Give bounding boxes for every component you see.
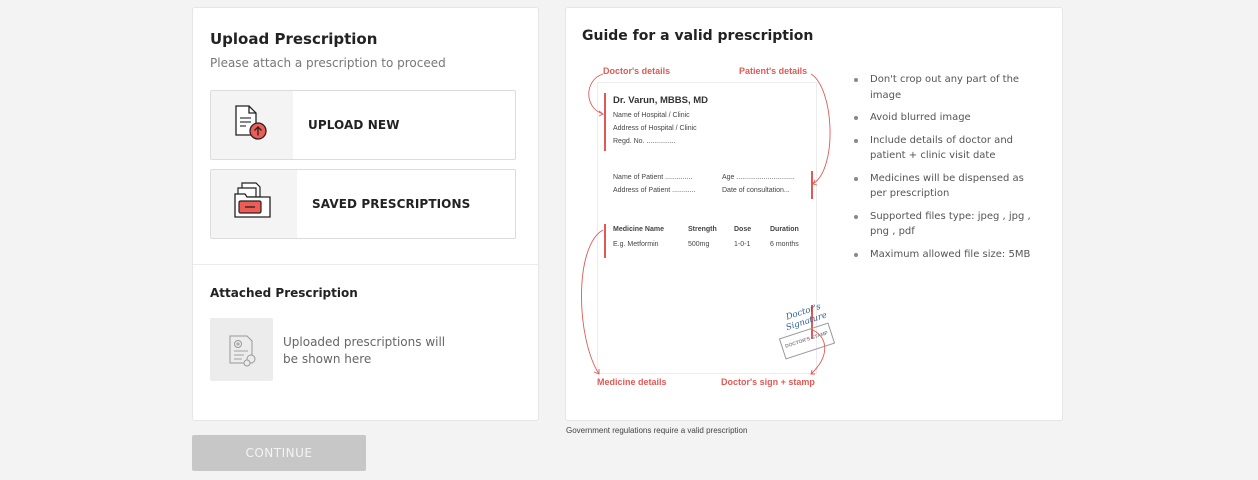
med-row-duration: 6 months (770, 241, 799, 248)
attached-placeholder-thumb (210, 318, 273, 381)
med-row-strength: 500mg (688, 241, 710, 248)
sample-hospital-address: Address of Hospital / Clinic (613, 125, 697, 132)
attached-prescription-title: Attached Prescription (210, 286, 358, 300)
guide-point: Don't crop out any part of the image (852, 72, 1032, 103)
guide-points-list (852, 72, 1032, 269)
continue-button[interactable]: CONTINUE (192, 435, 366, 471)
med-row-name: E.g. Metformin (613, 241, 659, 248)
regulation-note: Government regulations require a valid prescription (566, 426, 748, 435)
doctor-stamp: DOCTOR'S STAMP (779, 323, 835, 360)
saved-prescriptions-label: SAVED PRESCRIPTIONS (312, 197, 471, 211)
med-header-duration: Duration (770, 226, 799, 233)
upload-title: Upload Prescription (210, 30, 378, 48)
guide-title: Guide for a valid prescription (582, 28, 814, 44)
divider (193, 264, 538, 265)
upload-new-label: UPLOAD NEW (308, 118, 400, 132)
guide-point: Avoid blurred image (852, 110, 1032, 126)
upload-new-button[interactable] (210, 90, 516, 160)
sample-age: Age .............................. (722, 174, 795, 181)
saved-prescriptions-button[interactable] (210, 169, 516, 239)
sample-date-of-consultation: Date of consultation... (722, 187, 790, 194)
guide-point: Supported files type: jpeg , jpg , png , pdf (852, 209, 1032, 240)
sample-regd-no: Regd. No. ............... (613, 138, 676, 145)
medicine-details-label: Medicine details (597, 377, 667, 387)
med-header-name: Medicine Name (613, 226, 664, 233)
attached-placeholder-text: Uploaded prescriptions will be shown here (283, 335, 446, 366)
guide-point: Include details of doctor and patient + clinic visit date (852, 133, 1032, 164)
doctor-details-label: Doctor's details (603, 66, 671, 76)
sample-address-of-patient: Address of Patient ............ (613, 187, 696, 194)
guide-point: Maximum allowed file size: 5MB (852, 247, 1032, 263)
patient-details-label: Patient's details (739, 66, 808, 76)
guide-point: Medicines will be dispensed as per prescription (852, 171, 1032, 202)
upload-document-icon (211, 91, 293, 159)
doctor-signature: Doctor's Signature (784, 301, 829, 334)
upload-prescription-panel (192, 7, 539, 421)
med-header-dose: Dose (734, 226, 752, 233)
sample-hospital-name: Name of Hospital / Clinic (613, 112, 690, 119)
med-row-dose: 1-0-1 (734, 241, 751, 248)
med-header-strength: Strength (688, 226, 717, 233)
prescription-placeholder-icon (210, 318, 273, 381)
sample-doctor-name: Dr. Varun, MBBS, MD (613, 95, 709, 106)
sign-stamp-label: Doctor's sign + stamp (721, 377, 815, 387)
upload-icon-box (211, 91, 293, 159)
saved-prescriptions-folder-icon (211, 170, 297, 238)
upload-subtitle: Please attach a prescription to proceed (210, 56, 446, 70)
prescription-guide-panel (565, 7, 1063, 421)
saved-icon-box (211, 170, 297, 238)
sample-name-of-patient: Name of Patient .............. (613, 174, 693, 181)
